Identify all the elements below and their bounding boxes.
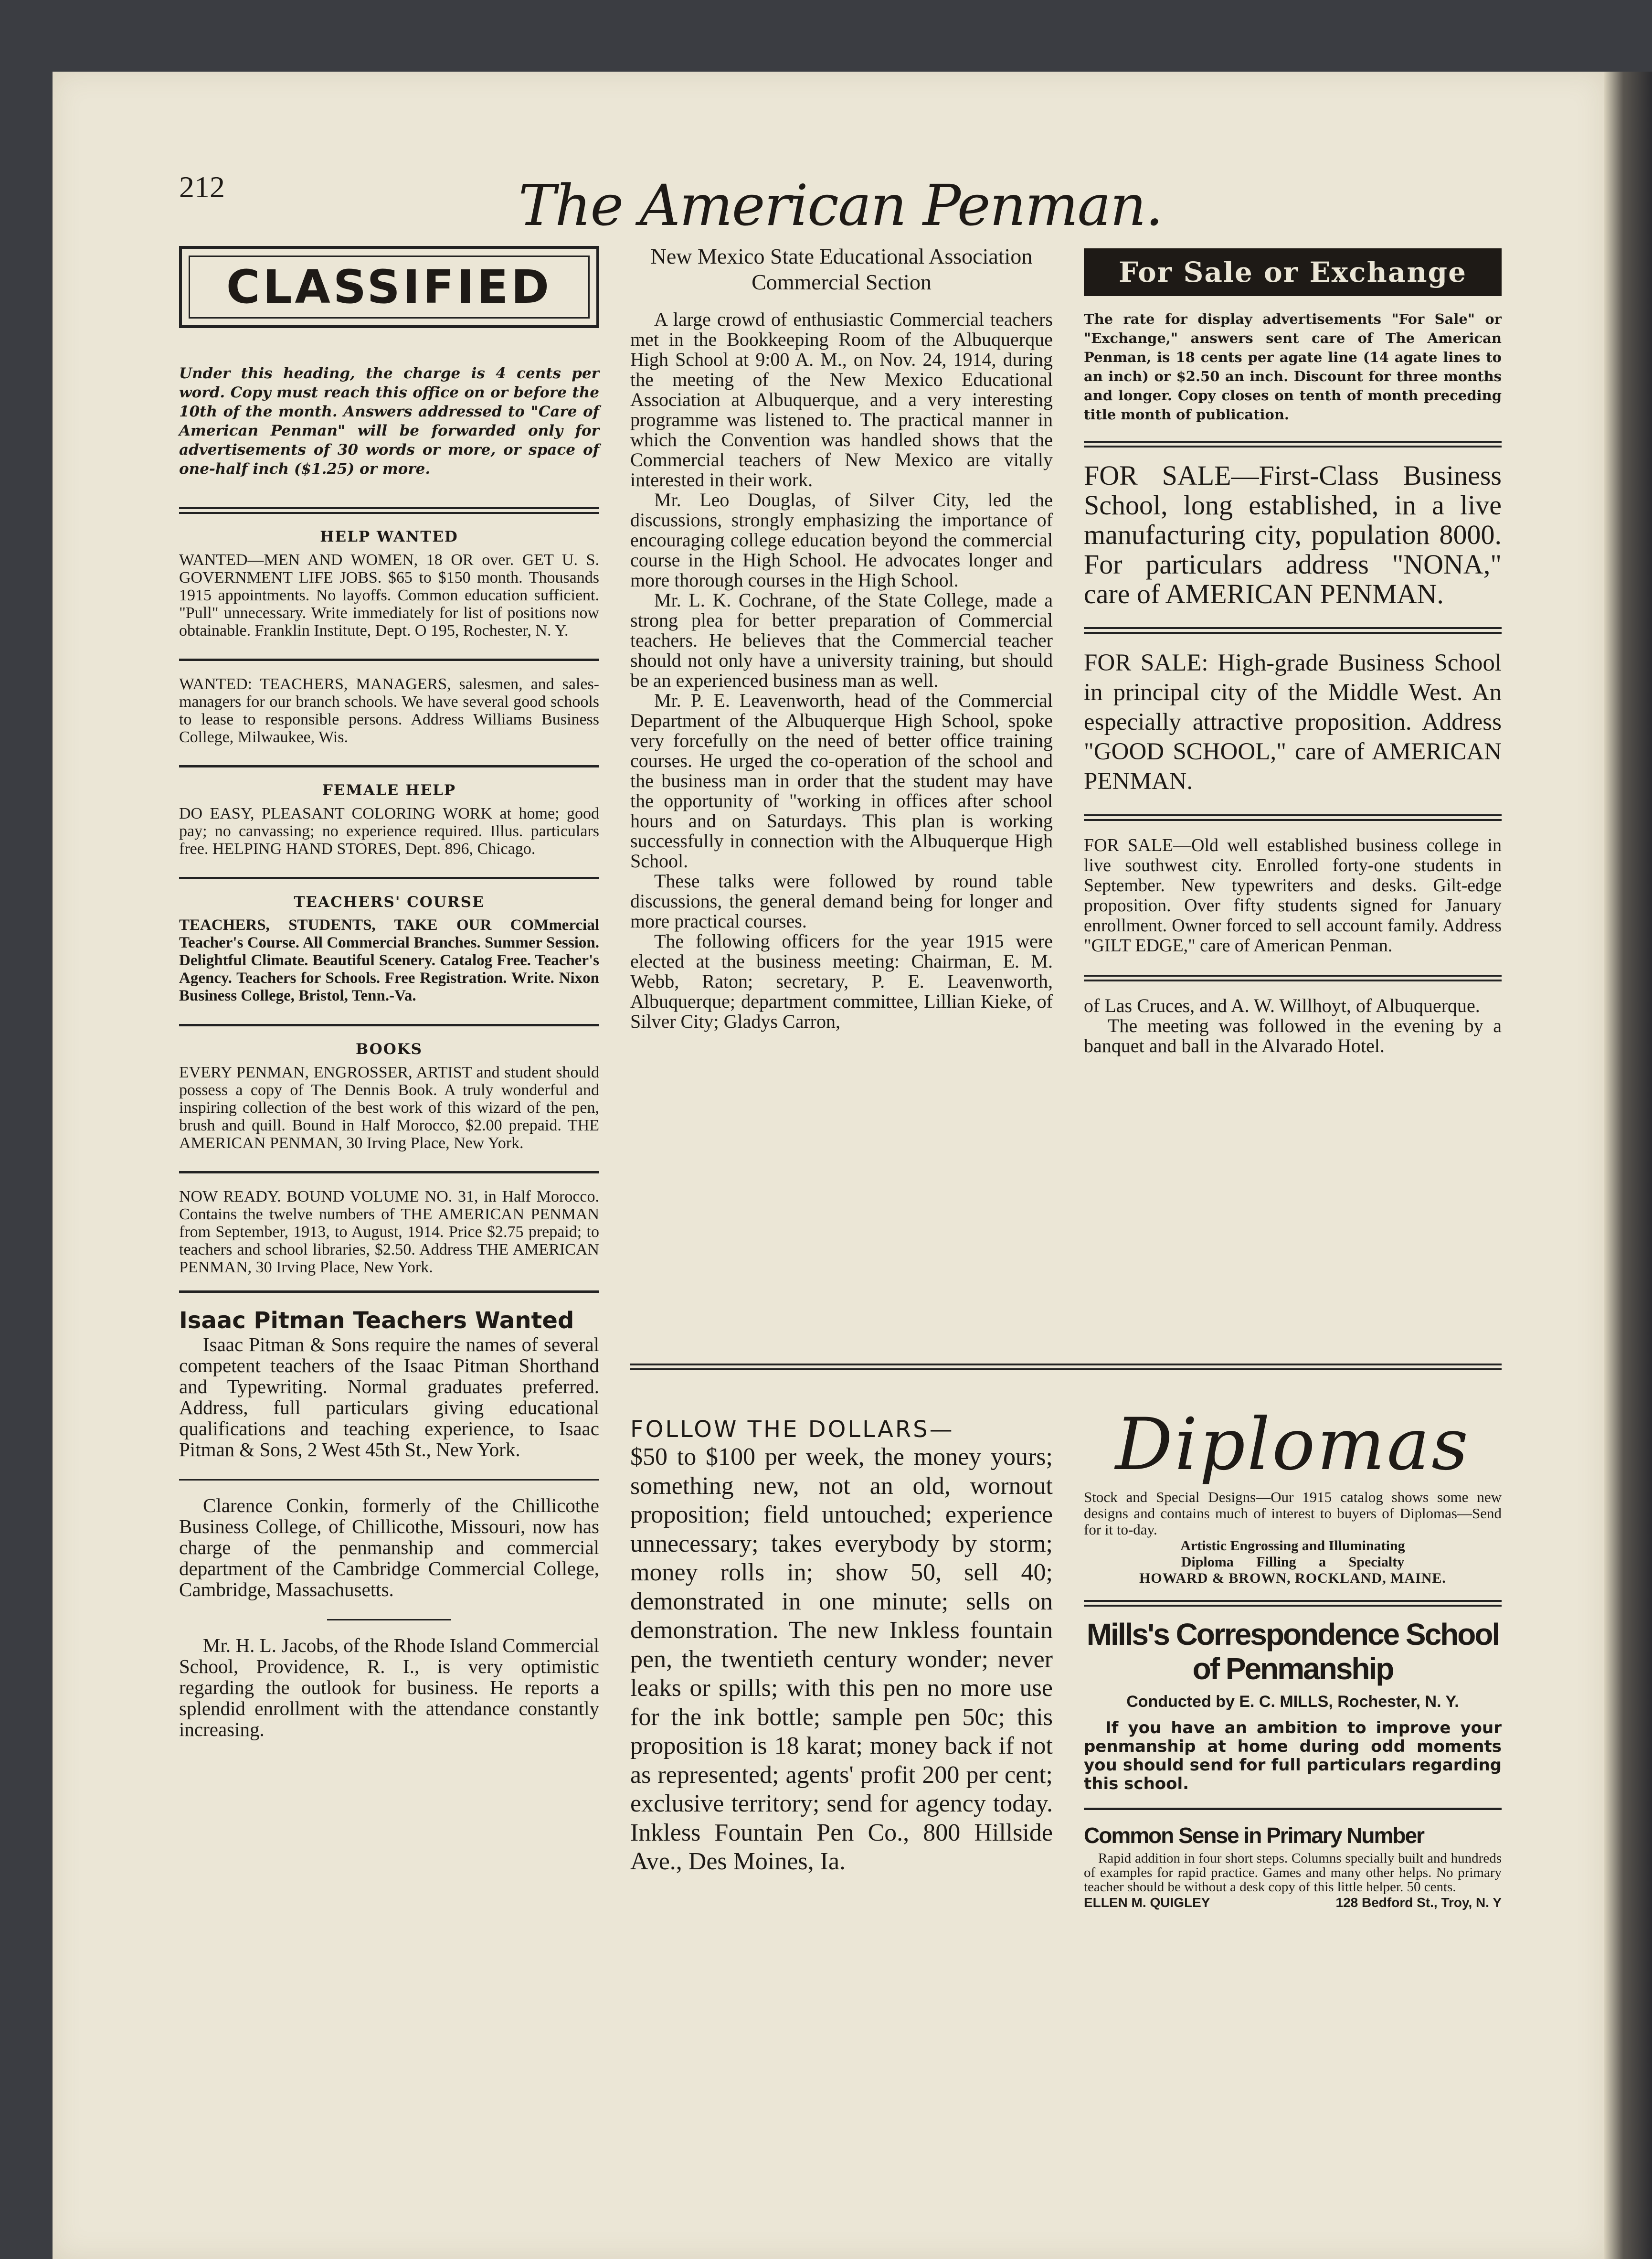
divider	[1084, 627, 1502, 634]
follow-dollars-heading: FOLLOW THE DOLLARS—	[630, 1416, 954, 1443]
article-paragraph: These talks were followed by round table discussions, the general demand being for longer and more practical courses.	[630, 870, 1053, 932]
divider	[179, 659, 599, 661]
masthead: The American Penman.	[518, 172, 1163, 238]
divider	[1084, 975, 1502, 981]
common-sense-signature	[1084, 1895, 1502, 1910]
bottom-right-ads	[1084, 1403, 1502, 1910]
classified-logo	[179, 246, 599, 328]
jacobs-text: Mr. H. L. Jacobs, of the Rhode Island Commercial School, Providence, R. I., is very optimistic regarding the outlook for business. He reports a splendid enrollment with the attendance constantly increasing.	[179, 1634, 599, 1740]
divider	[179, 1024, 599, 1026]
mills-conductor: Conducted by E. C. MILLS, Rochester, N. Y.	[1126, 1693, 1459, 1711]
diplomas-text: Stock and Special Designs—Our 1915 catalog shows some new designs and contains much of interest to buyers of Diplomas—Send for it to-day.	[1084, 1489, 1502, 1538]
diplomas-address: HOWARD & BROWN, ROCKLAND, MAINE.	[1139, 1570, 1446, 1586]
article-continued: The meeting was followed in the evening by a banquet and ball in the Alvarado Hotel.	[1084, 1015, 1502, 1056]
sale-ad-nona: FOR SALE—First-Class Business School, long established, in a live manufacturing city, population 8000. For particulars address "NONA," care of AMERICAN PENMAN.	[1084, 460, 1502, 609]
diplomas-sub-2: Diploma Filling a Specialty	[1181, 1554, 1405, 1570]
help-wanted-title: HELP WANTED	[320, 528, 458, 545]
rate-text: The rate for display advertisements "For Sale" or "Exchange," answers sent care of The American Penman, is 18 cents per agate line (14 agate lines to an inch) or $2.50 an inch. Discount for three months and longer. Copy closes on tenth of month preceding title month of publication.	[1084, 311, 1502, 423]
mills-title	[1084, 1617, 1502, 1686]
left-column	[179, 246, 599, 1740]
divider	[179, 507, 599, 514]
mills-title-line-1: Mills's Correspondence School	[1086, 1617, 1499, 1652]
follow-dollars-text: $50 to $100 per week, the money yours; something new, not an old, wornout proposition; field untouched; experience unnecessary; takes everybody by storm; money rolls in; show 50, sell 40; demonstrated in one minute; sells on demonstration. The new Inkless fountain pen, the twentieth century wonder; never leaks or spills; with this pen no more use for the ink bottle; sample pen 50c; this proposition is 18 karat; money back if not as represented; agents' profit 200 per cent; exclusive territory; send for agency today. Inkless Fountain Pen Co., 800 Hillside Ave., Des Moines, Ia.	[630, 1443, 1053, 1875]
conkin-text: Clarence Conkin, formerly of the Chillicothe Business College, of Chillicothe, Missouri, now has charge of the penmanship and commercial department of the Cambridge Commercial College, Cambridge, Massachusetts.	[179, 1494, 599, 1600]
divider	[1084, 814, 1502, 821]
mills-title-line-2: of Penmanship	[1192, 1652, 1393, 1686]
middle-column	[630, 244, 1053, 1032]
pitman-text: Isaac Pitman & Sons require the names of several competent teachers of the Isaac Pitman Shorthand and Typewriting. Normal graduates preferred. Address, full particulars giving educational qualifications and teaching experience, to Isaac Pitman & Sons, 2 West 45th St., New York.	[179, 1333, 599, 1460]
divider	[1084, 1600, 1502, 1607]
divider	[179, 1290, 599, 1293]
section-separator	[630, 1364, 1502, 1370]
follow-dollars-ad	[630, 1416, 1053, 1876]
common-sense-text: Rapid addition in four short steps. Columns specially built and hundreds of examples for rapid practice. Games and many other helps. No primary teacher should be without a desk copy of this little helper. 50 cents.	[1084, 1851, 1502, 1895]
divider	[1084, 441, 1502, 448]
books-title: BOOKS	[355, 1041, 423, 1058]
divider	[179, 877, 599, 879]
teachers-wanted-text: WANTED: TEACHERS, MANAGERS, salesmen, and sales-managers for our branch schools. We have several good schools to lease to responsible persons. Address Williams Business College, Milwaukee, Wis.	[179, 675, 599, 746]
bound-volume-text: NOW READY. BOUND VOLUME NO. 31, in Half Morocco. Contains the twelve numbers of THE AMERICAN PENMAN from September, 1913, to August, 1914. Price $2.75 prepaid; to teachers and school libraries, $2.50. Address THE AMERICAN PENMAN, 30 Irving Place, New York.	[179, 1188, 599, 1276]
teachers-course-title: TEACHERS' COURSE	[294, 894, 485, 911]
classified-logo-text: CLASSIFIED	[226, 260, 552, 314]
sale-ad-gilt-edge: FOR SALE—Old well established business college in live southwest city. Enrolled forty-one students in September. New typewriters and desks. Gilt-edge proposition. Over fifty students signed for January enrollment. Owner forced to sell account family. Address "GILT EDGE," care of American Penman.	[1084, 835, 1502, 956]
books-text: EVERY PENMAN, ENGROSSER, ARTIST and student should possess a copy of The Dennis Book. A truly wonderful and inspiring collection of the best work of this wizard of the pen, brush and quill. Bound in Half Morocco, $2.00 prepaid. THE AMERICAN PENMAN, 30 Irving Place, New York.	[179, 1064, 599, 1152]
article-paragraph: Mr. L. K. Cochrane, of the State College, made a strong plea for better preparation of Commercial teachers. He believes that the Commercial teacher should not only have a university training, but should be an experienced business man as well.	[630, 589, 1053, 691]
divider	[179, 765, 599, 767]
page-number: 212	[179, 170, 225, 204]
sale-ad-good-school: FOR SALE: High-grade Business School in principal city of the Middle West. An especially attractive proposition. Address "GOOD SCHOOL," care of AMERICAN PENMAN.	[1084, 650, 1502, 795]
common-sense-title: Common Sense in Primary Number	[1084, 1823, 1424, 1848]
article-title: New Mexico State Educational Association Commercial Section	[650, 244, 1033, 294]
common-sense-address: 128 Bedford St., Troy, N. Y	[1335, 1895, 1502, 1910]
mills-text: If you have an ambition to improve your penmanship at home during odd moments you should send for full particulars regarding this school.	[1084, 1718, 1502, 1793]
divider	[1084, 1808, 1502, 1810]
diplomas-sub-1: Artistic Engrossing and Illuminating	[1180, 1538, 1405, 1554]
page-edge-shadow	[1604, 72, 1652, 2259]
divider	[179, 1479, 599, 1481]
teachers-course-text: TEACHERS, STUDENTS, TAKE OUR COMmercial Teacher's Course. All Commercial Branches. Summer Session. Delightful Climate. Beautiful Scenery. Catalog Free. Teacher's Agency. Teachers for Schools. Free Registration. Write. Nixon Business College, Bristol, Tenn.-Va.	[179, 916, 599, 1004]
diplomas-title: Diplomas	[1115, 1403, 1471, 1486]
help-wanted-text: WANTED—MEN AND WOMEN, 18 OR over. GET U. S. GOVERNMENT LIFE JOBS. $65 to $150 month. Thousands 1915 appointments. No layoffs. Common education sufficient. "Pull" unnecessary. Write immediately for list of positions now obtainable. Franklin Institute, Dept. O 195, Rochester, N. Y.	[179, 551, 599, 639]
divider	[179, 1171, 599, 1173]
article-paragraph: The following officers for the year 1915 were elected at the business meeting: Chairman, E. M. Webb, Raton; secretary, P. E. Leavenworth, Albuquerque; department committee, Lillian Kieke, of Silver City; Gladys Carron,	[630, 930, 1053, 1032]
pitman-title: Isaac Pitman Teachers Wanted	[179, 1307, 574, 1334]
female-help-title: FEMALE HELP	[322, 782, 456, 799]
divider	[327, 1619, 451, 1620]
for-sale-banner-text: For Sale or Exchange	[1119, 256, 1467, 288]
right-column	[1084, 248, 1502, 1056]
classified-note: Under this heading, the charge is 4 cents per word. Copy must reach this office on or before the 10th of the month. Answers addressed to "Care of American Penman" will be forwarded only for advertisements of 30 words or more, or space of one-half inch ($1.25) or more.	[179, 365, 599, 478]
for-sale-banner	[1084, 248, 1502, 296]
article-paragraph: A large crowd of enthusiastic Commercial teachers met in the Bookkeeping Room of the Albuquerque High School at 9:00 A. M., on Nov. 24, 1914, during the meeting of the New Mexico Educational Association at Albuquerque, and a very interesting programme was listened to. The practical manner in which the Convention was handled shows that the Commercial teachers of New Mexico are vitally interested in their work.	[630, 309, 1053, 490]
article-paragraph: Mr. P. E. Leavenworth, head of the Commercial Department of the Albuquerque High School, spoke very forcefully on the need of better office training courses. He urged the co-operation of the school and the business man in order that the student may have the opportunity of "working in offices after school hours and on Saturdays. This plan is working successfully in connection with the Albuquerque High School.	[630, 690, 1053, 872]
common-sense-name: ELLEN M. QUIGLEY	[1084, 1895, 1210, 1910]
article-continued: of Las Cruces, and A. W. Willhoyt, of Albuquerque.	[1084, 995, 1480, 1016]
female-help-text: DO EASY, PLEASANT COLORING WORK at home; good pay; no canvassing; no experience required. Illus. particulars free. HELPING HAND STORES, Dept. 896, Chicago.	[179, 805, 599, 858]
article-paragraph: Mr. Leo Douglas, of Silver City, led the discussions, strongly emphasizing the importance of encouraging college education beyond the commercial course in the High School. He advocates longer and more thorough courses in the High School.	[630, 489, 1053, 591]
